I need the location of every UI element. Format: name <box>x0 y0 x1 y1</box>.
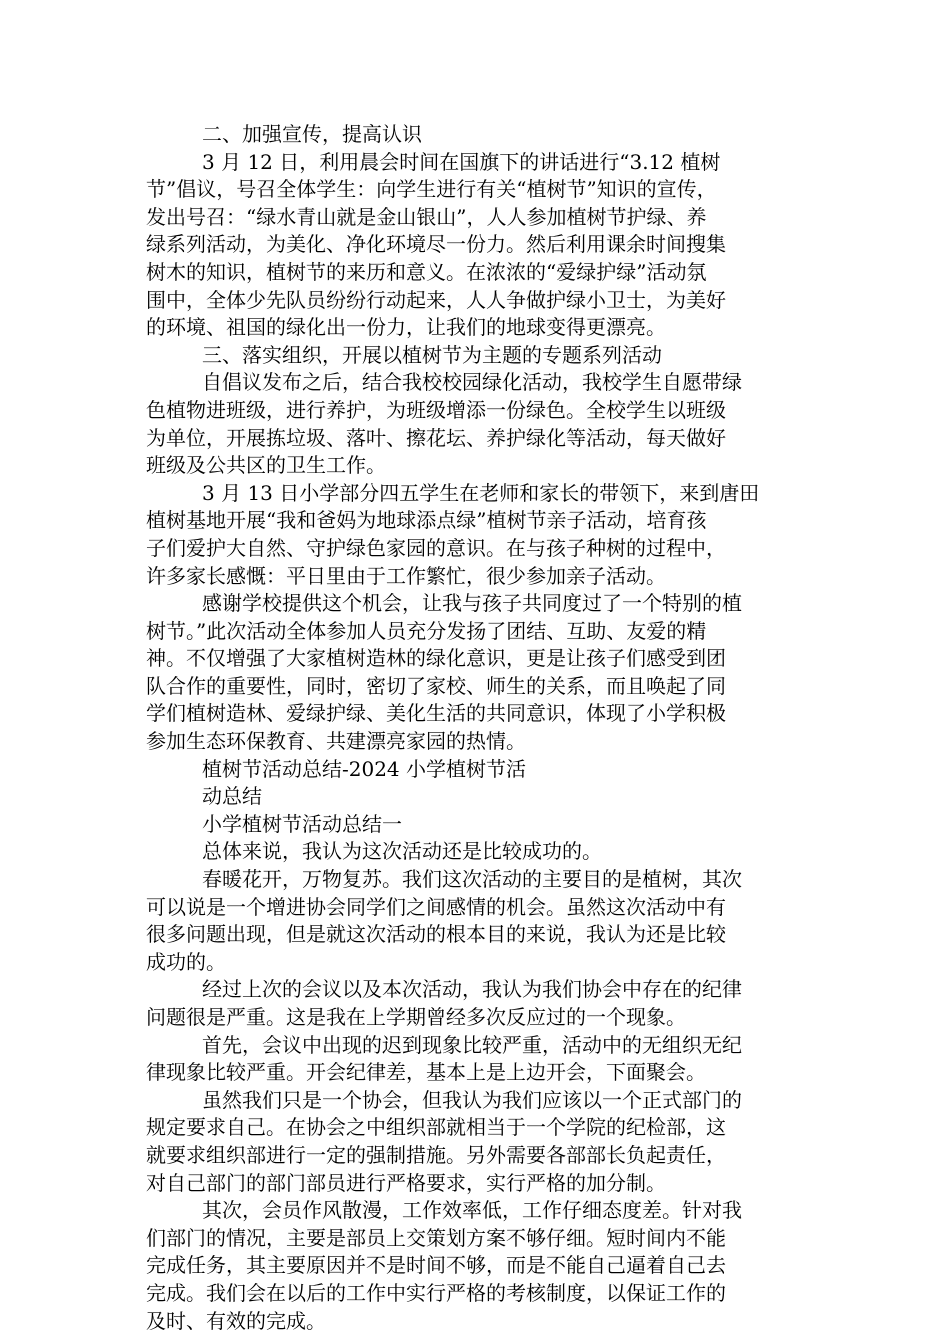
text-line: 很多问题出现，但是就这次活动的根本目的来说，我认为还是比较 <box>146 922 726 947</box>
text-line: 自倡议发布之后，结合我校校园绿化活动，我校学生自愿带绿 <box>202 370 742 395</box>
text-line: 就要求组织部进行一定的强制措施。另外需要各部部长负起责任， <box>146 1142 726 1167</box>
text-line: 感谢学校提供这个机会，让我与孩子共同度过了一个特别的植 <box>202 591 742 616</box>
text-line: 春暖花开，万物复苏。我们这次活动的主要目的是植树，其次 <box>202 867 742 892</box>
text-line: 对自己部门的部门部员进行严格要求，实行严格的加分制。 <box>146 1170 666 1195</box>
text-line: 律现象比较严重。开会纪律差，基本上是上边开会，下面聚会。 <box>146 1060 706 1085</box>
text-line: 完成任务，其主要原因并不是时间不够，而是不能自己逼着自己去 <box>146 1253 726 1278</box>
text-line: 总体来说，我认为这次活动还是比较成功的。 <box>202 839 602 864</box>
text-line: 植树基地开展“我和爸妈为地球添点绿”植树节亲子活动，培育孩 <box>146 508 707 533</box>
text-line: 围中，全体少先队员纷纷行动起来，人人争做护绿小卫士，为美好 <box>146 287 726 312</box>
text-line: 首先，会议中出现的迟到现象比较严重，活动中的无组织无纪 <box>202 1032 742 1057</box>
text-line: 许多家长感慨：平日里由于工作繁忙，很少参加亲子活动。 <box>146 563 666 588</box>
text-line: 色植物进班级，进行养护，为班级增添一份绿色。全校学生以班级 <box>146 397 726 422</box>
text-line: 子们爱护大自然、守护绿色家园的意识。在与孩子种树的过程中， <box>146 535 726 560</box>
text-line: 动总结 <box>202 784 262 809</box>
text-line: 发出号召：“绿水青山就是金山银山”，人人参加植树节护绿、养 <box>146 204 707 229</box>
text-line: 为单位，开展拣垃圾、落叶、擦花坛、养护绿化等活动，每天做好 <box>146 425 726 450</box>
text-line: 队合作的重要性，同时，密切了家校、师生的关系，而且唤起了同 <box>146 673 726 698</box>
text-line: 节”倡议，号召全体学生：向学生进行有关“植树节”知识的宣传， <box>146 177 717 202</box>
text-line: 绿系列活动，为美化、净化环境尽一份力。然后利用课余时间搜集 <box>146 232 726 257</box>
document-body <box>146 121 808 1335</box>
text-line: 植树节活动总结-2024 小学植树节活 <box>202 756 527 781</box>
text-line: 其次，会员作风散漫，工作效率低，工作仔细态度差。针对我 <box>202 1198 742 1223</box>
text-line: 树木的知识，植树节的来历和意义。在浓浓的“爱绿护绿”活动氛 <box>146 259 707 284</box>
text-line: 成功的。 <box>146 949 226 974</box>
text-line: 可以说是一个增进协会同学们之间感情的机会。虽然这次活动中有 <box>146 894 726 919</box>
text-line: 班级及公共区的卫生工作。 <box>146 453 386 478</box>
text-line: 参加生态环保教育、共建漂亮家园的热情。 <box>146 729 526 754</box>
text-line: 虽然我们只是一个协会，但我认为我们应该以一个正式部门的 <box>202 1087 742 1112</box>
text-line: 三、落实组织，开展以植树节为主题的专题系列活动 <box>202 342 662 367</box>
text-line: 问题很是严重。这是我在上学期曾经多次反应过的一个现象。 <box>146 1005 686 1029</box>
text-line: 神。不仅增强了大家植树造林的绿化意识，更是让孩子们感受到团 <box>146 646 726 671</box>
text-line: 的环境、祖国的绿化出一份力，让我们的地球变得更漂亮。 <box>146 315 666 340</box>
text-line: 3 月 12 日，利用晨会时间在国旗下的讲话进行“3.12 植树 <box>202 149 721 174</box>
text-line: 经过上次的会议以及本次活动，我认为我们协会中存在的纪律 <box>202 977 742 1002</box>
text-line: 小学植树节活动总结一 <box>202 811 402 836</box>
text-line: 学们植树造林、爱绿护绿、美化生活的共同意识，体现了小学积极 <box>146 701 726 726</box>
text-line: 完成。我们会在以后的工作中实行严格的考核制度，以保证工作的 <box>146 1280 726 1305</box>
text-line: 及时、有效的完成。 <box>146 1308 326 1333</box>
text-line: 们部门的情况，主要是部员上交策划方案不够仔细。短时间内不能 <box>146 1225 726 1250</box>
text-line: 树节。”此次活动全体参加人员充分发扬了团结、互助、友爱的精 <box>146 618 707 643</box>
text-line: 二、加强宣传，提高认识 <box>202 122 422 146</box>
text-line: 3 月 13 日小学部分四五学生在老师和家长的带领下，来到唐田 <box>202 480 760 505</box>
text-line: 规定要求自己。在协会之中组织部就相当于一个学院的纪检部，这 <box>146 1115 726 1140</box>
